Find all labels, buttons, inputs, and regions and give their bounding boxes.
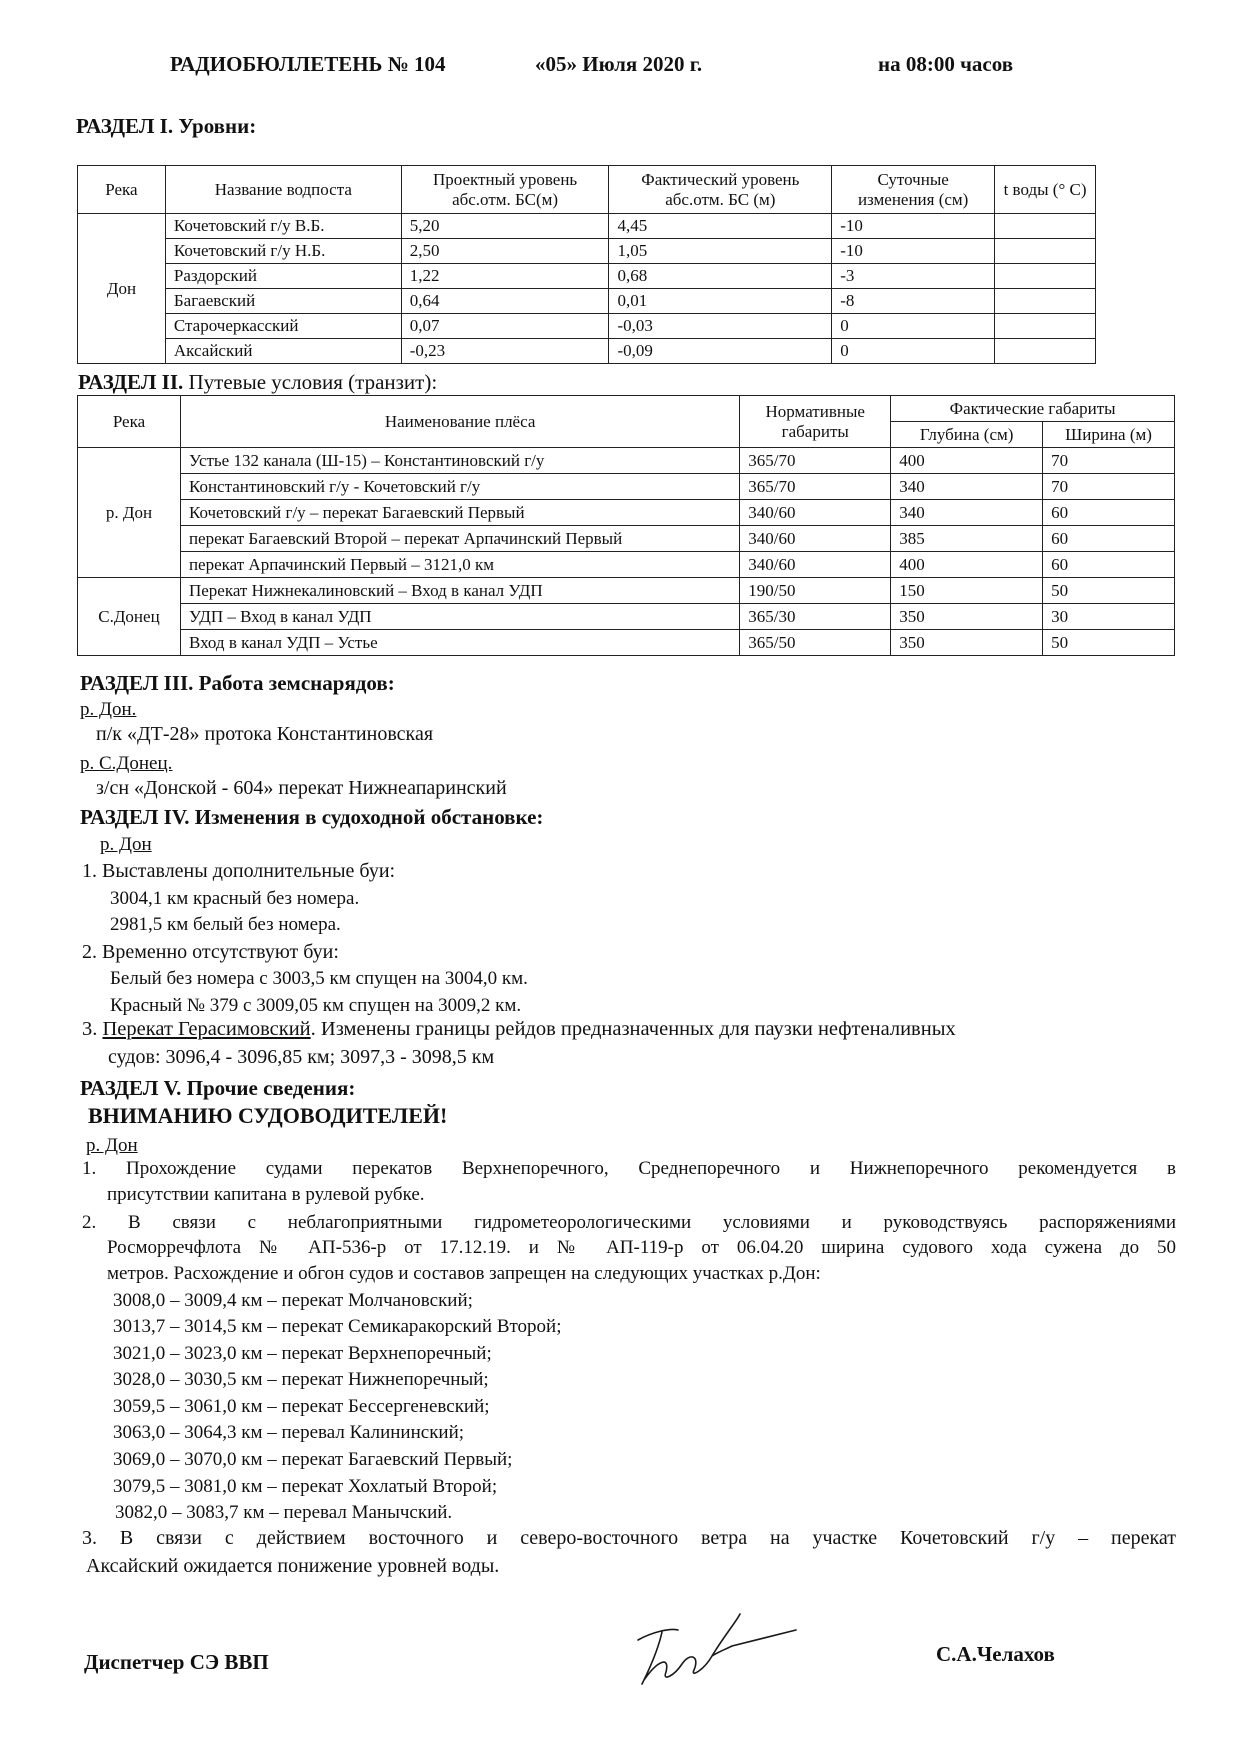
norm-cell: 365/30 [740,604,891,630]
col-post: Название водпоста [165,166,401,214]
section5-p2-line1: 2. В связи с неблагоприятными гидрометеорологическими условиями и руководствуясь распоряжениями [82,1212,1176,1233]
section5-p2-line3: метров. Расхождение и обгон судов и составов запрещен на следующих участках р.Дон: [107,1263,821,1284]
col-river: Река [78,396,181,448]
change-cell: -8 [832,289,995,314]
col-actual: Фактические габариты [891,396,1175,422]
route-table [77,395,1175,656]
depth-cell: 350 [891,604,1043,630]
section4-item3-line2: судов: 3096,4 - 3096,85 км; 3097,3 - 3098,5 км [108,1046,495,1068]
section2-title-rest: Путевые условия (транзит): [188,370,438,394]
actual-cell: 0,68 [609,264,832,289]
river-cell: р. Дон [78,448,181,578]
temp-cell [995,239,1096,264]
post-cell: Кочетовский г/у В.Б. [165,214,401,239]
design-cell: 0,07 [401,314,609,339]
reach-cell: перекат Арпачинский Первый – 3121,0 км [180,552,739,578]
section4-item1b: 2981,5 км белый без номера. [110,914,341,935]
segment-item: 3063,0 – 3064,3 км – перевал Калининский; [113,1422,465,1443]
post-cell: Багаевский [165,289,401,314]
change-cell: 0 [832,314,995,339]
post-cell: Старочеркасский [165,314,401,339]
segment-item: 3082,0 – 3083,7 км – перевал Манычский. [115,1502,453,1523]
col-design-level: Проектный уровень абс.отм. БС(м) [401,166,609,214]
segment-item: 3069,0 – 3070,0 км – перекат Багаевский Первый; [113,1449,513,1470]
section4-item3-text: . Изменены границы рейдов предназначенных для паузки нефтеналивных [310,1018,956,1040]
norm-cell: 340/60 [740,526,891,552]
width-cell: 60 [1043,526,1175,552]
norm-cell: 365/50 [740,630,891,656]
col-reach: Наименование плёса [180,396,739,448]
section4-item2b: Красный № 379 с 3009,05 км спущен на 3009,2 км. [110,995,522,1016]
post-cell: Кочетовский г/у Н.Б. [165,239,401,264]
width-cell: 30 [1043,604,1175,630]
segment-item: 3059,5 – 3061,0 км – перекат Бессергеневский; [113,1396,490,1417]
depth-cell: 400 [891,448,1043,474]
segment-item: 3013,7 – 3014,5 км – перекат Семикаракорский Второй; [113,1316,562,1337]
section4-title: РАЗДЕЛ IV. Изменения в судоходной обстановке: [80,805,544,829]
section4-item3-link: Перекат Герасимовский [102,1018,311,1040]
actual-cell: 0,01 [609,289,832,314]
temp-cell [995,264,1096,289]
norm-cell: 340/60 [740,500,891,526]
change-cell: 0 [832,339,995,364]
col-river: Река [78,166,166,214]
table-row [78,526,1175,552]
section4-item1: 1. Выставлены дополнительные буи: [82,860,396,882]
levels-table [77,165,1096,364]
actual-cell: 1,05 [609,239,832,264]
section5-title: РАЗДЕЛ V. Прочие сведения: [80,1076,356,1100]
actual-cell: -0,09 [609,339,832,364]
actual-cell: 4,45 [609,214,832,239]
section4-river: р. Дон [100,834,152,855]
attention-heading: ВНИМАНИЮ СУДОВОДИТЕЛЕЙ! [88,1103,448,1128]
bulletin-title: РАДИОБЮЛЛЕТЕНЬ № 104 [170,52,446,76]
width-cell: 70 [1043,448,1175,474]
table-row [78,578,1175,604]
depth-cell: 150 [891,578,1043,604]
width-cell: 60 [1043,500,1175,526]
table-row [78,604,1175,630]
segment-item: 3079,5 – 3081,0 км – перекат Хохлатый Второй; [113,1476,498,1497]
depth-cell: 340 [891,500,1043,526]
bulletin-date: «05» Июля 2020 г. [535,52,703,76]
section3-river-don: р. Дон. [80,699,137,720]
reach-cell: Устье 132 канала (Ш-15) – Константиновский г/у [180,448,739,474]
section5-p2-line2: Росморречфлота № АП-536-р от 17.12.19. и № АП-119-р от 06.04.20 ширина судового хода сужена до 50 [107,1237,1176,1258]
depth-cell: 340 [891,474,1043,500]
reach-cell: перекат Багаевский Второй – перекат Арпачинский Первый [180,526,739,552]
table-row [78,314,1096,339]
norm-cell: 365/70 [740,474,891,500]
norm-cell: 190/50 [740,578,891,604]
section5-p3-line2: Аксайский ожидается понижение уровней воды. [86,1555,500,1577]
change-cell: -10 [832,214,995,239]
bulletin-time: на 08:00 часов [878,52,1014,76]
temp-cell [995,314,1096,339]
route-header-row [78,396,1175,422]
post-cell: Аксайский [165,339,401,364]
dispatcher-position: Диспетчер СЭ ВВП [84,1650,269,1674]
levels-header-row [78,166,1096,214]
section2-title [78,370,437,395]
table-row [78,552,1175,578]
temp-cell [995,339,1096,364]
dispatcher-name: С.А.Челахов [936,1642,1055,1666]
width-cell: 50 [1043,630,1175,656]
col-daily-change: Суточные изменения (см) [832,166,995,214]
table-row [78,239,1096,264]
temp-cell [995,214,1096,239]
section5-p1-line1: 1. Прохождение судами перекатов Верхнепоречного, Среднепоречного и Нижнепоречного рекомендуется в [82,1158,1176,1179]
segment-item: 3021,0 – 3023,0 км – перекат Верхнепоречный; [113,1343,492,1364]
depth-cell: 400 [891,552,1043,578]
post-cell: Раздорский [165,264,401,289]
table-row [78,630,1175,656]
change-cell: -3 [832,264,995,289]
section4-item2: 2. Временно отсутствуют буи: [82,941,339,963]
table-row [78,339,1096,364]
dredger-line-2: з/сн «Донской - 604» перекат Нижнеапаринский [96,777,507,799]
depth-cell: 385 [891,526,1043,552]
width-cell: 60 [1043,552,1175,578]
reach-cell: УДП – Вход в канал УДП [180,604,739,630]
col-water-temp: t воды (° С) [995,166,1096,214]
col-width: Ширина (м) [1043,422,1175,448]
section4-item3-number: 3. [82,1018,98,1040]
norm-cell: 365/70 [740,448,891,474]
segment-item: 3028,0 – 3030,5 км – перекат Нижнепоречный; [113,1369,489,1390]
river-cell: С.Донец [78,578,181,656]
reach-cell: Кочетовский г/у – перекат Багаевский Первый [180,500,739,526]
section5-p3-line1: 3. В связи с действием восточного и северо-восточного ветра на участке Кочетовский г/у – перекат [82,1527,1176,1549]
river-cell: Дон [78,214,166,364]
design-cell: 0,64 [401,289,609,314]
section4-item3 [82,1018,1174,1041]
table-row [78,500,1175,526]
section3-title: РАЗДЕЛ III. Работа земснарядов: [80,671,395,695]
width-cell: 50 [1043,578,1175,604]
table-row [78,474,1175,500]
table-row [78,448,1175,474]
table-row [78,264,1096,289]
section5-p1-line2: присутствии капитана в рулевой рубке. [107,1184,425,1205]
segment-item: 3008,0 – 3009,4 км – перекат Молчановский; [113,1290,473,1311]
section3-river-donets: р. С.Донец. [80,753,173,774]
table-row [78,214,1096,239]
reach-cell: Перекат Нижнекалиновский – Вход в канал УДП [180,578,739,604]
section1-title: РАЗДЕЛ I. Уровни: [76,114,257,138]
table-row [78,289,1096,314]
col-depth: Глубина (см) [891,422,1043,448]
design-cell: -0,23 [401,339,609,364]
section2-title-bold: РАЗДЕЛ II. [78,370,184,394]
change-cell: -10 [832,239,995,264]
signature-stroke [638,1614,796,1684]
design-cell: 1,22 [401,264,609,289]
actual-cell: -0,03 [609,314,832,339]
section5-river: р. Дон [86,1135,138,1156]
section4-item1a: 3004,1 км красный без номера. [110,888,360,909]
dredger-line-1: п/к «ДТ-28» протока Константиновская [96,723,434,745]
temp-cell [995,289,1096,314]
reach-cell: Вход в канал УДП – Устье [180,630,739,656]
col-actual-level: Фактический уровень абс.отм. БС (м) [609,166,832,214]
width-cell: 70 [1043,474,1175,500]
signature [600,1600,800,1700]
norm-cell: 340/60 [740,552,891,578]
reach-cell: Константиновский г/у - Кочетовский г/у [180,474,739,500]
depth-cell: 350 [891,630,1043,656]
design-cell: 2,50 [401,239,609,264]
col-norm: Нормативные габариты [740,396,891,448]
design-cell: 5,20 [401,214,609,239]
section4-item2a: Белый без номера с 3003,5 км спущен на 3004,0 км. [110,968,528,989]
